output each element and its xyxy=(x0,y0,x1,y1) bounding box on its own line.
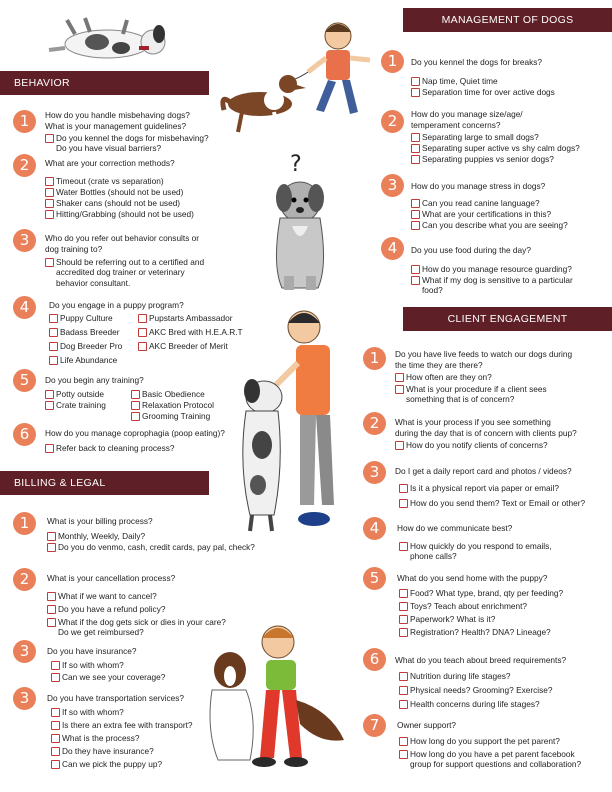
billing-q4-item-3[interactable]: What is the process? xyxy=(51,733,139,743)
billing-number-2: 2 xyxy=(13,568,36,591)
client-question-7: Owner support? xyxy=(397,720,457,730)
behavior-question-5: Do you begin any training? xyxy=(45,375,144,385)
management-q3-item-3[interactable]: Can you describe what you are seeing? xyxy=(411,220,568,230)
client-q4-item-1[interactable]: How quickly do you respond to emails, phone calls? xyxy=(399,541,552,562)
behavior-question-2: What are your correction methods? xyxy=(45,158,175,168)
client-q1-item-2[interactable]: What is your procedure if a client sees something that is of concern? xyxy=(395,384,547,405)
billing-number-4: 3 xyxy=(13,687,36,710)
behavior-number-6: 6 xyxy=(13,423,36,446)
behavior-q2-item-3[interactable]: Shaker cans (should not be used) xyxy=(45,198,180,208)
client-q5-item-2[interactable]: Toys? Teach about enrichment? xyxy=(399,601,527,611)
behavior-question-1: How do you handle misbehaving dogs? What is your management guidelines? xyxy=(45,110,190,131)
management-number-3: 3 xyxy=(381,174,404,197)
billing-question-3: Do you have insurance? xyxy=(47,646,137,656)
client-question-4: How do we communicate best? xyxy=(397,523,513,533)
management-q1-item-2[interactable]: Separation time for over active dogs xyxy=(411,87,555,97)
billing-q4-item-2[interactable]: Is there an extra fee with transport? xyxy=(51,720,193,730)
management-of-dogs-header: MANAGEMENT OF DOGS xyxy=(403,8,612,32)
behavior-q4-col2-item-1[interactable]: Pupstarts Ambassador xyxy=(138,313,232,323)
behavior-q2-item-4[interactable]: Hitting/Grabbing (should not be used) xyxy=(45,209,194,219)
behavior-q5-col1-item-2[interactable]: Crate training xyxy=(45,400,106,410)
client-q7-item-2[interactable]: How long do you have a pet parent facebook group for support questions and collaboration? xyxy=(399,749,581,770)
behavior-question-3: Who do you refer out behavior consults or dog training to? xyxy=(45,233,200,254)
behavior-header: BEHAVIOR xyxy=(0,71,209,95)
client-number-3: 3 xyxy=(363,461,386,484)
client-q5-item-3[interactable]: Paperwork? What is it? xyxy=(399,614,495,624)
boy-with-collie-illustration xyxy=(200,620,350,770)
billing-q4-item-5[interactable]: Can we pick the puppy up? xyxy=(51,759,162,769)
behavior-q1-item-1[interactable]: Do you kennel the dogs for misbehaving? Do you have visual barriers? xyxy=(45,133,209,154)
behavior-question-6: How do you manage coprophagia (poop eating)? xyxy=(45,428,225,438)
billing-q1-item-1[interactable]: Monthly, Weekly, Daily? xyxy=(47,531,145,541)
management-q4-item-1[interactable]: How do you manage resource guarding? xyxy=(411,264,572,274)
behavior-number-5: 5 xyxy=(13,369,36,392)
billing-question-4: Do you have transportation services? xyxy=(47,693,184,703)
management-q3-item-1[interactable]: Can you read canine language? xyxy=(411,198,540,208)
boy-walking-collie-illustration xyxy=(220,14,390,136)
billing-question-1: What is your billing process? xyxy=(47,516,153,526)
client-number-6: 6 xyxy=(363,648,386,671)
sleeping-dog-illustration xyxy=(35,12,180,64)
behavior-question-4: Do you engage in a puppy program? xyxy=(49,300,184,310)
behavior-q5-col1-item-1[interactable]: Potty outside xyxy=(45,389,104,399)
billing-q2-item-3[interactable]: What if the dog gets sick or dies in your care? Do we get reimbursed? xyxy=(47,617,226,638)
behavior-q4-col1-item-2[interactable]: Badass Breeder xyxy=(49,327,120,337)
client-number-4: 4 xyxy=(363,517,386,540)
billing-question-2: What is your cancellation process? xyxy=(47,573,176,583)
client-engagement-header: CLIENT ENGAGEMENT xyxy=(403,307,612,331)
management-number-2: 2 xyxy=(381,110,404,133)
management-question-3: How do you manage stress in dogs? xyxy=(411,181,546,191)
client-q7-item-1[interactable]: How long do you support the pet parent? xyxy=(399,736,560,746)
management-q2-item-1[interactable]: Separating large to small dogs? xyxy=(411,132,539,142)
behavior-number-4: 4 xyxy=(13,296,36,319)
billing-q2-item-2[interactable]: Do you have a refund policy? xyxy=(47,604,165,614)
client-number-7: 7 xyxy=(363,714,386,737)
behavior-q4-col1-item-4[interactable]: Life Abundance xyxy=(49,355,117,365)
billing-q1-item-2[interactable]: Do you do venmo, cash, credit cards, pay pal, check? xyxy=(47,542,255,552)
client-question-3: Do I get a daily report card and photos / videos? xyxy=(395,466,572,476)
management-q2-item-3[interactable]: Separating puppies vs senior dogs? xyxy=(411,154,554,164)
behavior-q4-col1-item-1[interactable]: Puppy Culture xyxy=(49,313,113,323)
client-question-5: What do you send home with the puppy? xyxy=(397,573,548,583)
management-q1-item-1[interactable]: Nap time, Quiet time xyxy=(411,76,498,86)
client-q6-item-3[interactable]: Health concerns during life stages? xyxy=(399,699,540,709)
billing-q3-item-2[interactable]: Can we see your coverage? xyxy=(51,672,165,682)
behavior-q6-item-1[interactable]: Refer back to cleaning process? xyxy=(45,443,175,453)
management-number-4: 4 xyxy=(381,237,404,260)
management-q4-item-2[interactable]: What if my dog is sensitive to a particular food? xyxy=(411,275,573,296)
client-number-1: 1 xyxy=(363,347,386,370)
client-question-6: What do you teach about breed requirements? xyxy=(395,655,567,665)
behavior-q2-item-2[interactable]: Water Bottles (should not be used) xyxy=(45,187,183,197)
client-q3-item-1[interactable]: Is it a physical report via paper or email? xyxy=(399,483,559,493)
management-question-4: Do you use food during the day? xyxy=(411,245,531,255)
behavior-q5-col2-item-2[interactable]: Relaxation Protocol xyxy=(131,400,214,410)
billing-number-1: 1 xyxy=(13,512,36,535)
client-q5-item-4[interactable]: Registration? Health? DNA? Lineage? xyxy=(399,627,551,637)
client-question-2: What is your process if you see something during the day that is of concern with clients pup? xyxy=(395,417,577,438)
management-question-2: How do you manage size/age/ temperament concerns? xyxy=(411,109,523,130)
client-q2-item-1[interactable]: How do you notify clients of concerns? xyxy=(395,440,548,450)
behavior-q2-item-1[interactable]: Timeout (crate vs separation) xyxy=(45,176,164,186)
client-q5-item-1[interactable]: Food? What type, brand, qty per feeding? xyxy=(399,588,563,598)
behavior-q3-item-1[interactable]: Should be referring out to a certified and accredited dog trainer or veterinary behavior consultant. xyxy=(45,257,204,288)
client-number-2: 2 xyxy=(363,412,386,435)
billing-legal-header: BILLING & LEGAL xyxy=(0,471,209,495)
management-number-1: 1 xyxy=(381,50,404,73)
question-mark: ? xyxy=(290,152,302,177)
behavior-number-1: 1 xyxy=(13,110,36,133)
behavior-q5-col2-item-1[interactable]: Basic Obedience xyxy=(131,389,205,399)
client-question-1: Do you have live feeds to watch our dogs during the time they are there? xyxy=(395,349,573,370)
behavior-number-2: 2 xyxy=(13,154,36,177)
behavior-number-3: 3 xyxy=(13,229,36,252)
client-q3-item-2[interactable]: How do you send them? Text or Email or other? xyxy=(399,498,585,508)
client-number-5: 5 xyxy=(363,567,386,590)
billing-number-3: 3 xyxy=(13,640,36,663)
billing-q3-item-1[interactable]: If so with whom? xyxy=(51,660,124,670)
boy-with-jumping-dog-illustration xyxy=(238,305,358,535)
client-q6-item-1[interactable]: Nutrition during life stages? xyxy=(399,671,511,681)
behavior-q5-col2-item-3[interactable]: Grooming Training xyxy=(131,411,210,421)
management-q2-item-2[interactable]: Separating super active vs shy calm dogs? xyxy=(411,143,580,153)
behavior-q4-col1-item-3[interactable]: Dog Breeder Pro xyxy=(49,341,122,351)
client-q1-item-1[interactable]: How often are they on? xyxy=(395,372,492,382)
client-q6-item-2[interactable]: Physical needs? Grooming? Exercise? xyxy=(399,685,553,695)
billing-q4-item-4[interactable]: Do they have insurance? xyxy=(51,746,154,756)
management-q3-item-2[interactable]: What are your certifications in this? xyxy=(411,209,551,219)
behavior-q4-col2-item-2[interactable]: AKC Bred with H.E.A.R.T xyxy=(138,327,243,337)
management-question-1: Do you kennel the dogs for breaks? xyxy=(411,57,542,67)
behavior-q4-col2-item-3[interactable]: AKC Breeder of Merit xyxy=(138,341,228,351)
billing-q2-item-1[interactable]: What if we want to cancel? xyxy=(47,591,157,601)
billing-q4-item-1[interactable]: If so with whom? xyxy=(51,707,124,717)
confused-dog-illustration xyxy=(262,176,337,296)
